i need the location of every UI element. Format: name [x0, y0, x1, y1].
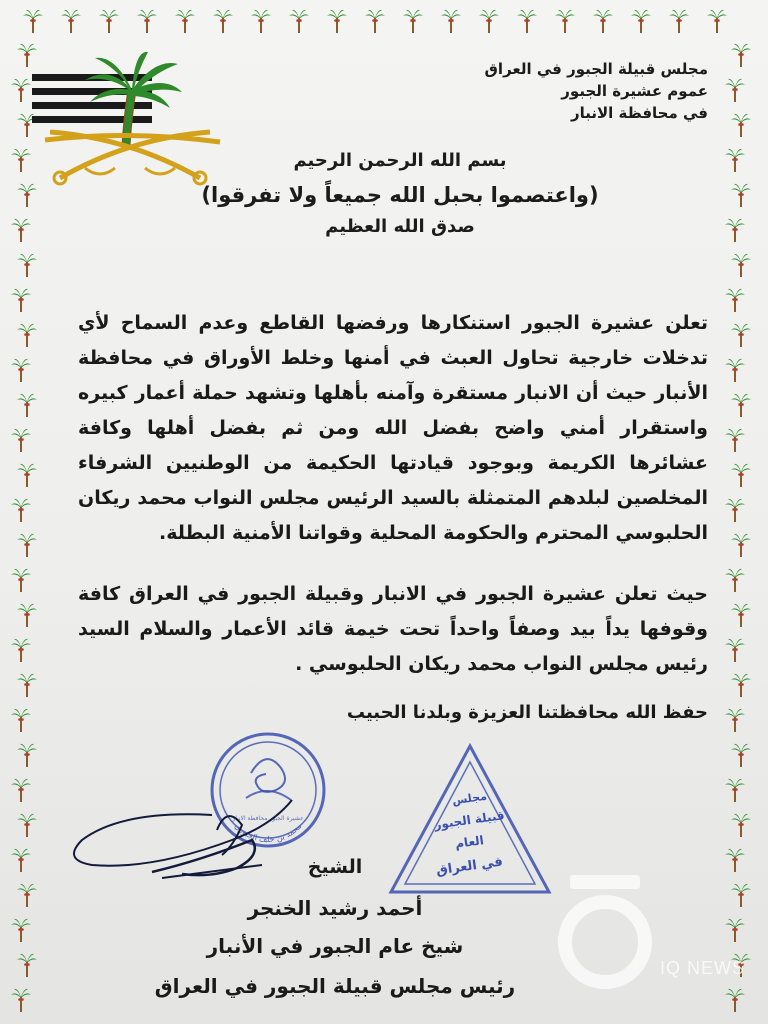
palm-tree-icon — [16, 392, 38, 418]
palm-tree-icon — [60, 8, 82, 34]
palm-tree-icon — [16, 882, 38, 908]
palm-tree-icon — [724, 637, 746, 663]
palm-tree-icon — [136, 8, 158, 34]
palm-tree-icon — [730, 672, 752, 698]
palm-tree-icon — [16, 532, 38, 558]
palm-tree-icon — [630, 8, 652, 34]
palm-tree-icon — [516, 8, 538, 34]
triangle-seal-text-1: مجلس — [451, 789, 488, 808]
palm-tree-icon — [592, 8, 614, 34]
palm-tree-icon — [98, 8, 120, 34]
round-seal-text-1: محمد بن خلف الجبوري — [232, 821, 304, 845]
palm-swords-emblem-icon — [30, 50, 230, 200]
palm-tree-icon — [724, 357, 746, 383]
signatory-title: الشيخ — [307, 856, 363, 878]
triangle-seal-text-3: العام — [454, 833, 485, 851]
palm-tree-icon — [724, 497, 746, 523]
palm-tree-icon — [730, 882, 752, 908]
palm-tree-icon — [730, 812, 752, 838]
palm-tree-icon — [724, 427, 746, 453]
iq-news-logo-icon — [545, 860, 665, 1000]
palm-tree-icon — [10, 917, 32, 943]
palm-tree-icon — [724, 217, 746, 243]
palm-tree-icon — [16, 952, 38, 978]
signatory-role-2: رئيس مجلس قبيلة الجبور في العراق — [154, 974, 516, 998]
palm-tree-icon — [10, 987, 32, 1013]
palm-tree-icon — [326, 8, 348, 34]
palm-tree-icon — [730, 322, 752, 348]
palm-tree-icon — [730, 252, 752, 278]
basmala: بسم الله الرحمن الرحيم — [293, 150, 507, 171]
palm-tree-icon — [724, 847, 746, 873]
palm-tree-icon — [10, 637, 32, 663]
palm-tree-icon — [724, 287, 746, 313]
palm-tree-icon — [668, 8, 690, 34]
round-seal-text-2: عشيرة الجبور محافظة الانبار — [232, 815, 304, 822]
palm-tree-icon — [724, 707, 746, 733]
palm-tree-icon — [730, 112, 752, 138]
palm-tree-icon — [724, 77, 746, 103]
palm-tree-icon — [10, 777, 32, 803]
palm-tree-icon — [250, 8, 272, 34]
header-line-council: مجلس قبيلة الجبور في العراق — [484, 60, 708, 78]
palm-tree-icon — [16, 322, 38, 348]
palm-tree-icon — [212, 8, 234, 34]
watermark-text: IQ NEWS — [660, 958, 746, 978]
palm-tree-icon — [22, 8, 44, 34]
palm-tree-icon — [724, 777, 746, 803]
palm-tree-icon — [16, 812, 38, 838]
sadaqa-line: صدق الله العظيم — [325, 216, 475, 237]
palm-tree-icon — [730, 392, 752, 418]
palm-tree-icon — [730, 42, 752, 68]
statement-paragraph-2: حيث تعلن عشيرة الجبور في الانبار وقبيلة الجبور في العراق كافة وقوفها يداً بيد وصفاً واحداً تحت خيمة قائد الأعمار والسلام السيد رئيس مجلس النواب محمد ريكان الحلبوسي . — [78, 583, 708, 675]
palm-tree-icon — [10, 147, 32, 173]
quran-verse: (واعتصموا بحبل الله جميعاً ولا تفرقوا) — [201, 183, 599, 207]
palm-tree-icon — [10, 287, 32, 313]
palm-tree-icon — [724, 147, 746, 173]
closing-line: حفظ الله محافظتنا العزيزة وبلدنا الحبيب — [346, 702, 708, 723]
palm-tree-icon — [288, 8, 310, 34]
palm-tree-icon — [730, 532, 752, 558]
triangle-seal-text-4: في العراق — [435, 854, 504, 879]
header-line-province: في محافظة الانبار — [570, 104, 708, 122]
palm-tree-icon — [16, 252, 38, 278]
statement-paragraph-1: تعلن عشيرة الجبور استنكارها ورفضها القاطع وعدم السماح لأي تدخلات خارجية تحاول العبث في أمنها وخلط الأوراق في محافظة الأنبار حيث أن الانبار مستقرة وآمنه بأهلها وتشهد حملة أعمار كبيره واستقرار أمني واضح بفضل الله ومن ثم بفضل أهلها وكافة عشائرها الكريمة وبوجود قيادتها الحكيمة من الوطنيين الشرفاء المخلصين لبلدهم المتمثلة بالسيد الرئيس مجلس النواب محمد ريكان الحلبوسي المحترم والحكومة المحلية وقواتنا الأمنية البطلة. — [78, 312, 708, 544]
palm-tree-icon — [16, 602, 38, 628]
signatory-name: أحمد رشيد الخنجر — [247, 896, 423, 920]
triangle-seal-text-2: قبيلة الجبور — [433, 808, 506, 832]
signatory-role-1: شيخ عام الجبور في الأنبار — [206, 934, 464, 958]
palm-tree-icon — [10, 77, 32, 103]
palm-tree-icon — [174, 8, 196, 34]
palm-tree-icon — [364, 8, 386, 34]
palm-tree-icon — [724, 987, 746, 1013]
palm-tree-icon — [10, 847, 32, 873]
palm-tree-icon — [10, 497, 32, 523]
palm-tree-icon — [402, 8, 424, 34]
palm-tree-icon — [10, 357, 32, 383]
palm-tree-icon — [706, 8, 728, 34]
palm-tree-icon — [440, 8, 462, 34]
palm-tree-icon — [730, 182, 752, 208]
palm-tree-icon — [478, 8, 500, 34]
palm-tree-icon — [724, 917, 746, 943]
palm-tree-icon — [10, 427, 32, 453]
palm-tree-icon — [10, 217, 32, 243]
palm-tree-icon — [724, 567, 746, 593]
palm-tree-icon — [730, 742, 752, 768]
palm-tree-icon — [16, 742, 38, 768]
palm-tree-icon — [10, 707, 32, 733]
header-line-clan: عموم عشيرة الجبور — [561, 82, 708, 100]
palm-tree-icon — [554, 8, 576, 34]
letterhead — [388, 58, 708, 124]
palm-tree-icon — [10, 567, 32, 593]
palm-tree-icon — [730, 462, 752, 488]
palm-tree-icon — [16, 672, 38, 698]
palm-tree-icon — [16, 462, 38, 488]
palm-tree-icon — [730, 602, 752, 628]
